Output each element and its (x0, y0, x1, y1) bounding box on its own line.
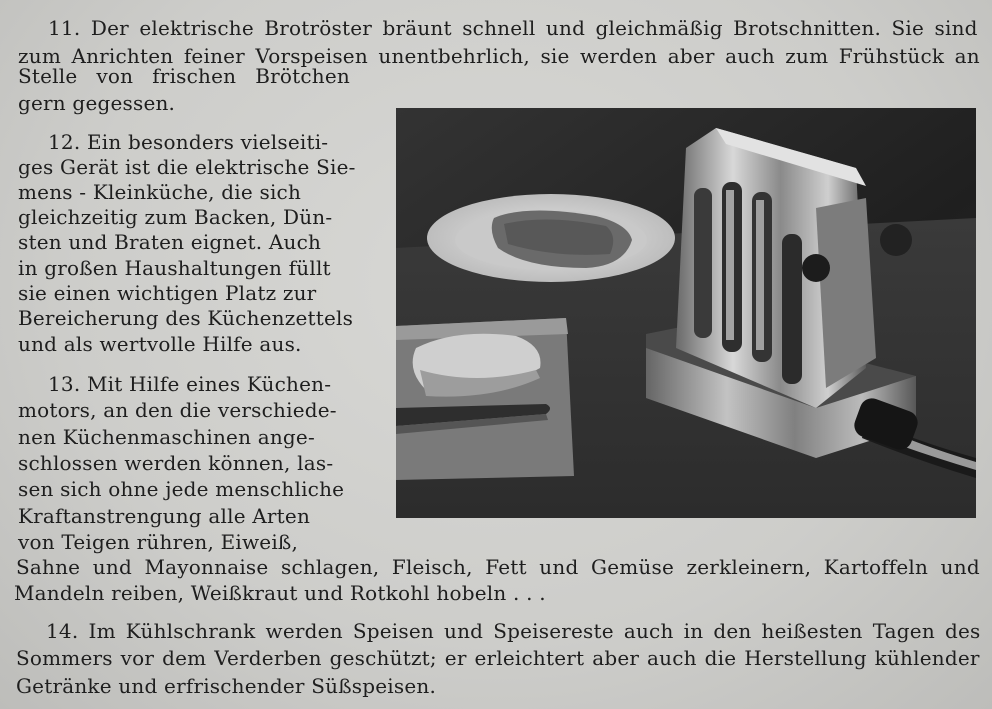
paragraph-13-line-6: Kraftanstrengung alle Arten (18, 504, 311, 528)
paragraph-13-line-2: motors, an den die verschiede- (18, 398, 337, 422)
paragraph-13-line-4: schlossen werden können, las- (18, 451, 334, 475)
toaster-photo-illustration (396, 108, 976, 518)
paragraph-11-line-2: zum Anrichten feiner Vorspeisen unentbehrlich, sie werden aber auch zum Frühstück an (18, 44, 980, 68)
paragraph-11-line-3: Stelle von frischen Brötchen (18, 64, 350, 88)
paragraph-14-line-2: Sommers vor dem Verderben geschützt; er erleichtert aber auch die Herstellung kühlender (16, 646, 980, 670)
paragraph-12-line-6: in großen Haushaltungen füllt (18, 256, 331, 280)
paragraph-11-line-1: 11. Der elektrische Brotröster bräunt schnell und gleichmäßig Brotschnitten. Sie sind (48, 16, 978, 40)
paragraph-12-line-1: 12. Ein besonders vielseiti- (48, 130, 329, 154)
paragraph-14-line-3: Getränke und erfrischender Süßspeisen. (16, 674, 437, 698)
paragraph-12-line-3: mens - Kleinküche, die sich (18, 180, 302, 204)
paragraph-12-line-2: ges Gerät ist die elektrische Sie- (18, 155, 356, 179)
paragraph-14-line-1: 14. Im Kühlschrank werden Speisen und Speisereste auch in den heißesten Tagen des (46, 619, 981, 643)
paragraph-12-line-4: gleichzeitig zum Backen, Dün- (18, 205, 333, 229)
paragraph-13-line-3: nen Küchenmaschinen ange- (18, 425, 315, 449)
paragraph-13-line-5: sen sich ohne jede menschliche (18, 477, 345, 501)
paragraph-12-line-5: sten und Braten eignet. Auch (18, 230, 322, 254)
paragraph-13-line-7: von Teigen rühren, Eiweiß, (18, 530, 299, 554)
paragraph-12-line-7: sie einen wichtigen Platz zur (18, 281, 317, 305)
paragraph-13-line-8: Sahne und Mayonnaise schlagen, Fleisch, Fett und Gemüse zerkleinern, Kartoffeln und (16, 555, 980, 579)
paragraph-13-line-9: Mandeln reiben, Weißkraut und Rotkohl hobeln . . . (14, 581, 546, 605)
toaster-photograph (396, 108, 976, 518)
paragraph-13-line-1: 13. Mit Hilfe eines Küchen- (48, 372, 332, 396)
paragraph-12-line-8: Bereicherung des Küchenzettels (18, 306, 354, 330)
paragraph-11-line-4: gern gegessen. (18, 91, 176, 115)
paragraph-12-line-9: und als wertvolle Hilfe aus. (18, 332, 302, 356)
